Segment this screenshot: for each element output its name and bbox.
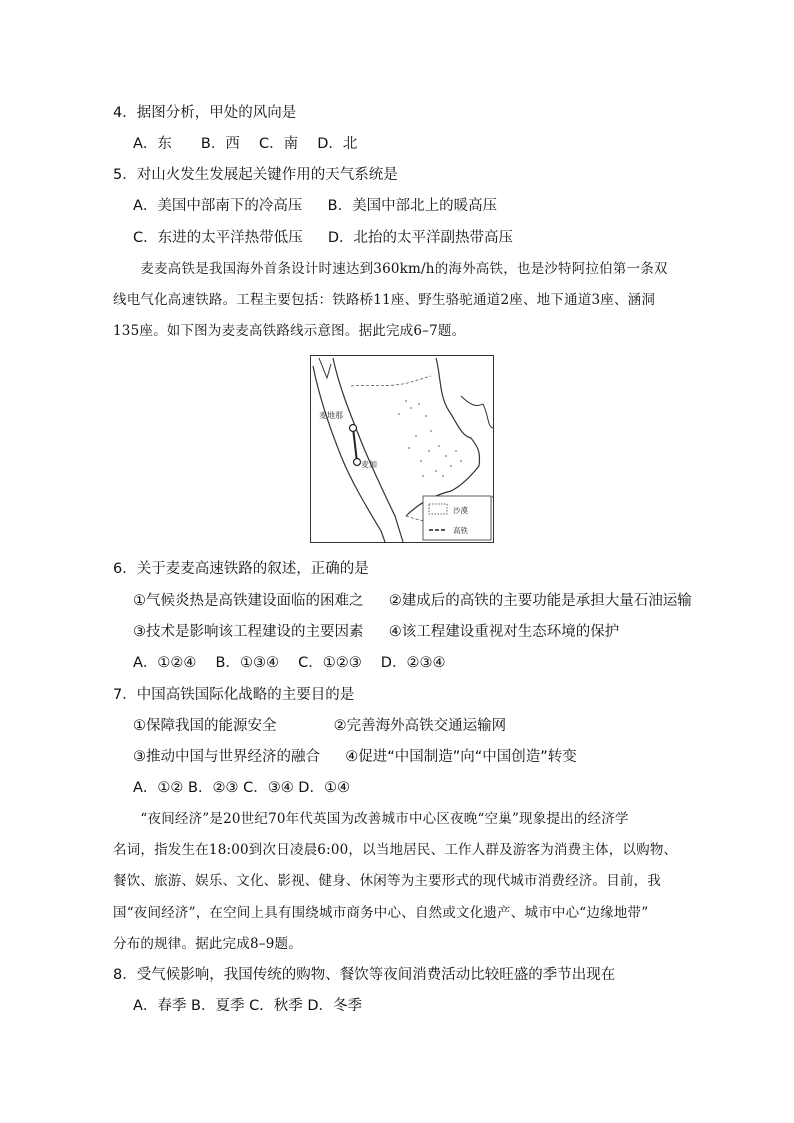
gulf-coastline	[406, 358, 480, 516]
question-6-items-row2	[133, 623, 619, 641]
desert-dots	[398, 400, 462, 477]
passage-1-line-3: 135座。如下图为麦麦高铁路线示意图。据此完成6–7题。	[113, 323, 466, 339]
question-5-option-a: A．美国中部南下的冷高压	[133, 198, 303, 214]
question-4-options: A．东 B．西 C．南 D．北	[133, 136, 358, 152]
sinai-coast	[319, 358, 331, 378]
medina-marker	[350, 425, 357, 432]
question-5-options-row2	[133, 229, 513, 247]
question-6-item-1: ①气候炎热是高铁建设面临的困难之	[133, 593, 364, 609]
question-6-item-3: ③技术是影响该工程建设的主要因素	[133, 624, 364, 640]
legend-rail-label: 高铁	[453, 526, 468, 535]
question-7-items-row1	[133, 717, 506, 735]
question-6-stem: 6．关于麦麦高速铁路的叙述，正确的是	[113, 561, 369, 577]
question-7-items-row2	[133, 748, 577, 766]
passage-1-line-2: 线电气化高速铁路。工程主要包括：铁路桥11座、野生骆驼通道2座、地下通道3座、涵洞	[113, 292, 656, 308]
question-7-item-1: ①保障我国的能源安全	[133, 718, 277, 734]
mecca-label: 麦加	[361, 460, 377, 469]
oman-coastline	[461, 396, 493, 428]
railway-line	[353, 428, 357, 462]
question-6-items-row1	[133, 592, 692, 610]
passage-2-line-1: “夜间经济”是20世纪70年代英国为改善城市中心区夜晚“空巢”现象提出的经济学	[113, 811, 629, 827]
question-7-stem: 7．中国高铁国际化战略的主要目的是	[113, 687, 355, 703]
question-5-option-c: C．东进的太平洋热带低压	[133, 230, 303, 246]
mecca-marker	[354, 459, 361, 466]
passage-2-line-4: 国“夜间经济”，在空间上具有围绕城市商务中心、自然或文化遗产、城市中心“边缘地带”	[113, 905, 649, 921]
passage-2-line-2: 名词，指发生在18:00到次日凌晨6:00，以当地居民、工作人群及游客为消费主体，以购物、	[113, 842, 678, 858]
legend-desert-label: 沙漠	[453, 506, 468, 515]
question-7-item-4: ④促进“中国制造”向“中国创造”转变	[345, 749, 577, 765]
railway-route-map	[310, 355, 494, 543]
northern-border	[351, 376, 431, 386]
question-8-stem: 8．受气候影响，我国传统的购物、餐饮等夜间消费活动比较旺盛的季节出现在	[113, 967, 616, 983]
question-7-item-3: ③推动中国与世界经济的融合	[133, 749, 320, 765]
question-5-option-b: B．美国中部北上的暖高压	[327, 198, 498, 214]
question-6-options: A．①②④ B．①③④ C．①②③ D．②③④	[133, 655, 446, 671]
african-coastline	[313, 366, 385, 542]
passage-2-line-3: 餐饮、旅游、娱乐、文化、影视、健身、休闲等为主要形式的现代城市消费经济。目前，我	[113, 873, 661, 889]
question-8-options: A．春季 B．夏季 C．秋季 D．冬季	[133, 998, 362, 1014]
question-4-stem: 4．据图分析，甲处的风向是	[113, 105, 297, 121]
passage-2-line-5: 分布的规律。据此完成8–9题。	[113, 936, 302, 952]
question-7-item-2: ②完善海外高铁交通运输网	[333, 718, 507, 734]
question-5-stem: 5．对山火发生发展起关键作用的天气系统是	[113, 167, 398, 183]
map-drawing	[311, 356, 495, 544]
question-5-option-d: D．北抬的太平洋副热带高压	[327, 230, 514, 246]
passage-1-line-1: 麦麦高铁是我国海外首条设计时速达到360km/h的海外高铁，也是沙特阿拉伯第一条双	[113, 261, 668, 277]
question-6-item-2: ②建成后的高铁的主要功能是承担大量石油运输	[388, 593, 692, 609]
question-6-item-4: ④该工程建设重视对生态环境的保护	[388, 624, 620, 640]
question-7-options: A．①② B．②③ C．③④ D．①④	[133, 780, 350, 796]
medina-label: 麦地那	[319, 411, 343, 420]
question-5-options-row1	[133, 197, 497, 215]
